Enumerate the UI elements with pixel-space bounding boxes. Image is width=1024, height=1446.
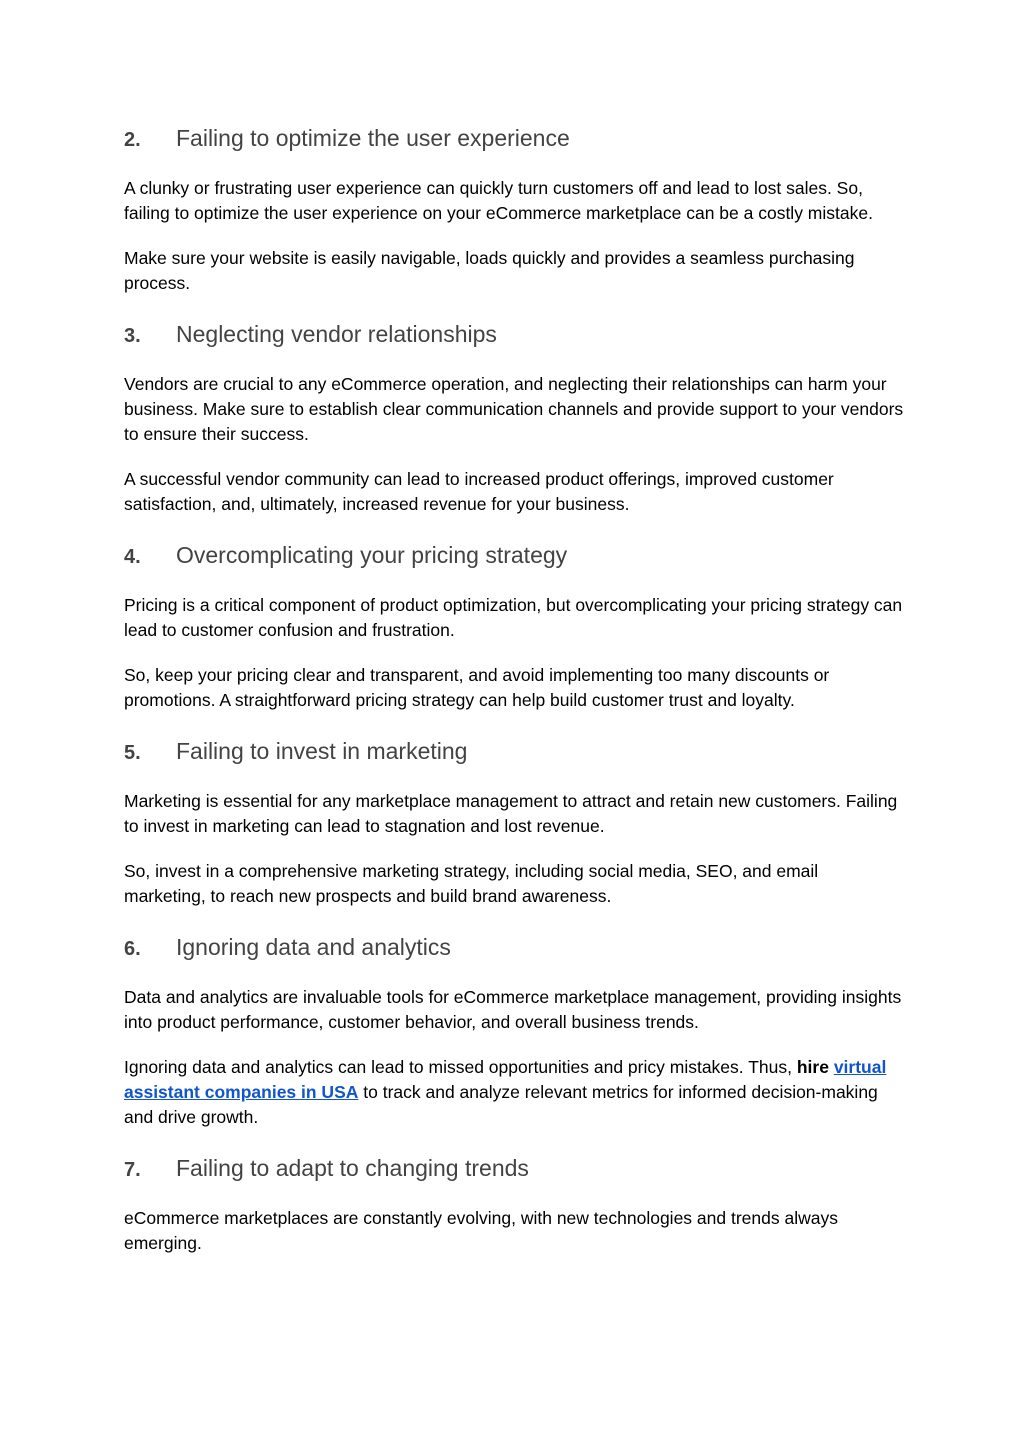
section-title: Neglecting vendor relationships <box>176 321 497 347</box>
paragraph: Marketing is essential for any marketplace management to attract and retain new customers. Failing to invest in marketing can lead to stagnation and lost revenue. <box>124 791 898 836</box>
section-title: Ignoring data and analytics <box>176 934 451 960</box>
section-4 <box>124 537 904 713</box>
section-title: Failing to adapt to changing trends <box>176 1155 529 1181</box>
document-page <box>124 120 904 1276</box>
section-heading <box>124 1150 904 1186</box>
paragraph: Vendors are crucial to any eCommerce operation, and neglecting their relationships can harm your business. Make sure to establish clear communication channels and provide support to your vendors to ensure their success. <box>124 374 904 444</box>
section-6 <box>124 929 904 1130</box>
paragraph: Make sure your website is easily navigable, loads quickly and provides a seamless purchasing process. <box>124 248 855 293</box>
section-heading <box>124 316 904 352</box>
section-number: 3. <box>124 325 141 347</box>
paragraph: A clunky or frustrating user experience can quickly turn customers off and lead to lost sales. So, failing to optimize the user experience on your eCommerce marketplace can be a costly mistake. <box>124 178 873 223</box>
paragraph: So, invest in a comprehensive marketing strategy, including social media, SEO, and email marketing, to reach new prospects and build brand awareness. <box>124 861 819 906</box>
section-heading <box>124 120 904 156</box>
paragraph-text: to track and analyze relevant metrics for informed decision-making and drive growth. <box>124 1082 878 1127</box>
bold-text: hire <box>796 1057 829 1077</box>
section-title: Failing to invest in marketing <box>176 738 468 764</box>
section-number: 4. <box>124 546 141 568</box>
section-7 <box>124 1150 904 1256</box>
paragraph: Data and analytics are invaluable tools for eCommerce marketplace management, providing insights into product performance, customer behavior, and overall business trends. <box>124 987 902 1032</box>
section-2 <box>124 120 904 296</box>
paragraph: Pricing is a critical component of product optimization, but overcomplicating your pricing strategy can lead to customer confusion and frustration. <box>124 595 903 640</box>
section-number: 6. <box>124 938 141 960</box>
paragraph: eCommerce marketplaces are constantly evolving, with new technologies and trends always emerging. <box>124 1208 838 1253</box>
section-3 <box>124 316 904 517</box>
section-title: Failing to optimize the user experience <box>176 125 570 151</box>
paragraph-with-link <box>124 1055 904 1130</box>
section-5 <box>124 733 904 909</box>
paragraph-text: Ignoring data and analytics can lead to missed opportunities and pricy mistakes. Thus, <box>124 1057 797 1077</box>
section-number: 2. <box>124 129 141 151</box>
section-heading <box>124 537 904 573</box>
section-heading <box>124 733 904 769</box>
section-heading <box>124 929 904 965</box>
paragraph: So, keep your pricing clear and transparent, and avoid implementing too many discounts or promotions. A straightforward pricing strategy can help build customer trust and loyalty. <box>124 665 830 710</box>
virtual-assistant-link[interactable]: virtual assistant companies in USA <box>124 1057 887 1102</box>
section-number: 5. <box>124 742 141 764</box>
section-number: 7. <box>124 1159 141 1181</box>
section-title: Overcomplicating your pricing strategy <box>176 542 568 568</box>
paragraph: A successful vendor community can lead to increased product offerings, improved customer satisfaction, and, ultimately, increased revenue for your business. <box>124 469 834 514</box>
